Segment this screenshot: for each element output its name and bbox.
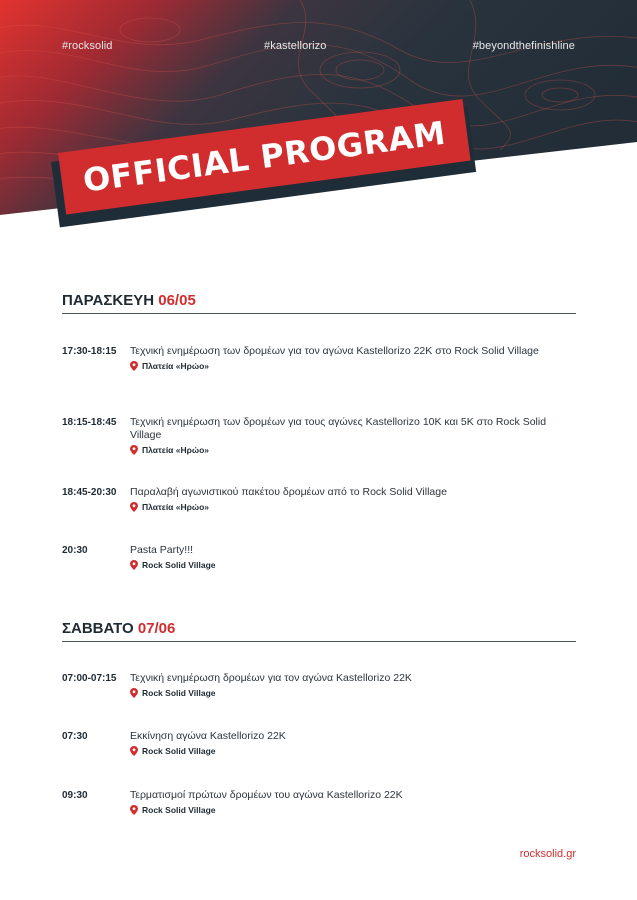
event-time: 18:45-20:30 (62, 487, 117, 498)
event-body (130, 730, 570, 756)
day-divider (62, 641, 576, 642)
event-body (130, 416, 570, 455)
event-title: Τεχνική ενημέρωση των δρομέων για τον αγώνα Kastellorizo 22K στο Rock Solid Village (130, 345, 539, 357)
event-location (130, 746, 570, 756)
event-body (130, 789, 570, 815)
event-title: Παραλαβή αγωνιστικού πακέτου δρομέων από το Rock Solid Village (130, 486, 447, 498)
location-pin-icon (130, 502, 138, 512)
day-divider (62, 313, 576, 314)
event-location (130, 445, 570, 455)
event-location-text: Rock Solid Village (142, 746, 216, 756)
event-location-text: Rock Solid Village (142, 560, 216, 570)
event-time: 07:30 (62, 731, 88, 742)
banner-title: OFFICIAL PROGRAM (80, 113, 448, 200)
event-location (130, 560, 570, 570)
event-location-text: Rock Solid Village (142, 688, 216, 698)
event-title: Pasta Party!!! (130, 544, 194, 556)
event-location-text: Πλατεία «Ηρώο» (142, 445, 209, 455)
day-heading-friday (62, 291, 576, 311)
day-name: ΣΑΒΒΑΤΟ (62, 620, 134, 637)
event-time: 17:30-18:15 (62, 346, 117, 357)
event-time: 20:30 (62, 545, 88, 556)
location-pin-icon (130, 361, 138, 371)
event-body (130, 486, 570, 512)
location-pin-icon (130, 560, 138, 570)
event-location-text: Rock Solid Village (142, 805, 216, 815)
event-body (130, 544, 570, 570)
location-pin-icon (130, 445, 138, 455)
footer-website-link[interactable]: rocksolid.gr (519, 848, 576, 860)
event-body (130, 672, 570, 698)
event-body (130, 345, 570, 371)
day-date: 06/05 (158, 292, 196, 309)
event-location (130, 688, 570, 698)
location-pin-icon (130, 688, 138, 698)
event-title: Τεχνική ενημέρωση δρομέων για τον αγώνα Kastellorizo 22K (130, 672, 412, 684)
event-time: 07:00-07:15 (62, 673, 117, 684)
day-heading-saturday (62, 619, 576, 639)
event-title: Τερματισμοί πρώτων δρομέων του αγώνα Kastellorizo 22K (130, 789, 403, 801)
event-location-text: Πλατεία «Ηρώο» (142, 361, 209, 371)
day-title (62, 291, 576, 311)
event-time: 09:30 (62, 790, 88, 801)
event-title: Εκκίνηση αγώνα Kastellorizo 22K (130, 730, 286, 742)
location-pin-icon (130, 805, 138, 815)
hashtag-rocksolid: #rocksolid (62, 40, 113, 52)
location-pin-icon (130, 746, 138, 756)
day-date: 07/06 (137, 620, 176, 637)
day-name: ΠΑΡΑΣΚΕΥΗ (62, 292, 155, 309)
hashtag-kastellorizo: #kastellorizo (264, 40, 327, 52)
event-location (130, 805, 570, 815)
event-location (130, 361, 570, 371)
hashtag-beyondthefinishline: #beyondthefinishline (472, 40, 575, 52)
event-location (130, 502, 570, 512)
event-time: 18:15-18:45 (62, 417, 117, 428)
event-title: Τεχνική ενημέρωση των δρομέων για τους αγώνες Kastellorizo 10K και 5K στο Rock Solid Village (130, 416, 547, 441)
day-title (62, 619, 576, 639)
event-location-text: Πλατεία «Ηρώο» (142, 502, 209, 512)
header-banner (0, 0, 637, 260)
